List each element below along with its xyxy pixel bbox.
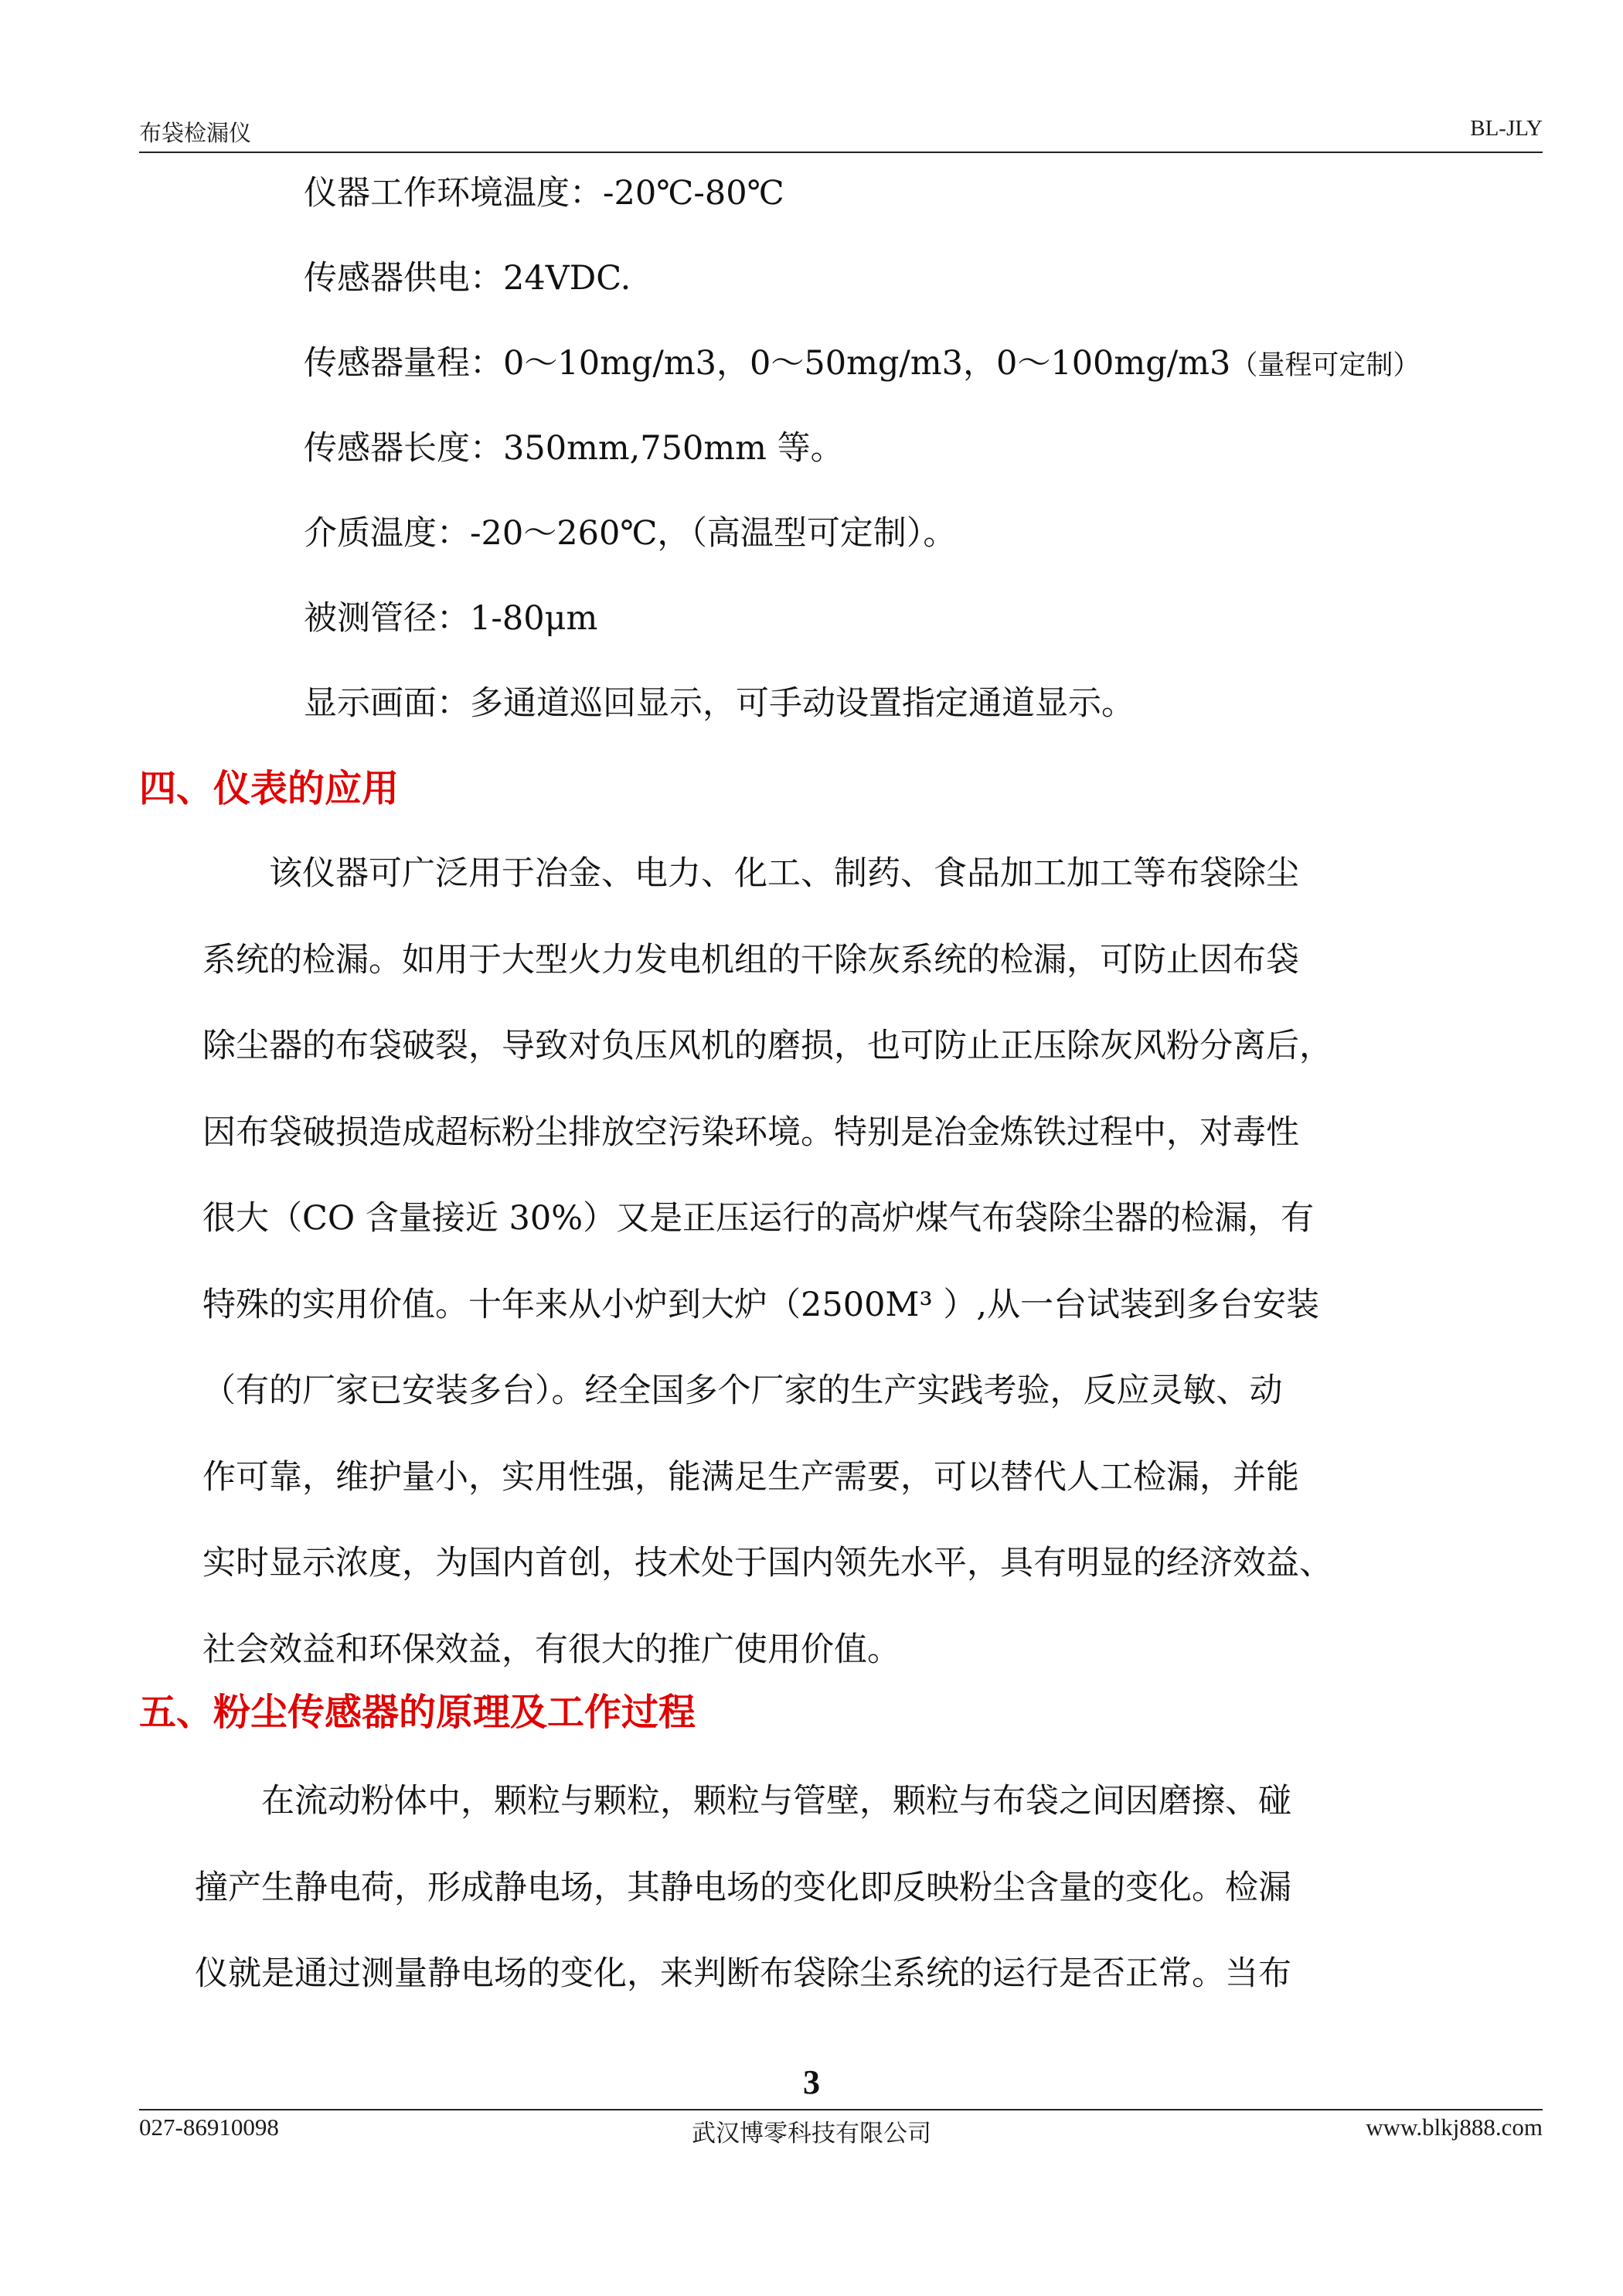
paragraph-line: 很大（CO 含量接近 30%）又是正压运行的高炉煤气布袋除尘器的检漏，有 — [202, 1199, 1315, 1238]
paragraph-line: 系统的检漏。如用于大型火力发电机组的干除灰系统的检漏，可防止因布袋 — [202, 940, 1299, 979]
header-model-code: BL-JLY — [1470, 116, 1543, 141]
spec-power-supply: 传感器供电：24VDC. — [304, 259, 631, 298]
section-heading-applications: 四、仪表的应用 — [139, 767, 400, 810]
footer-phone: 027-86910098 — [139, 2114, 279, 2141]
sensor-principle-paragraph — [195, 1759, 1447, 2018]
paragraph-line: 作可靠，维护量小，实用性强，能满足生产需要，可以替代人工检漏，并能 — [202, 1457, 1299, 1497]
header-rule — [139, 152, 1543, 153]
paragraph-line: 特殊的实用价值。十年来从小炉到大炉（2500M³ ）,从一台试装到多台安装 — [202, 1285, 1320, 1324]
footer-rule — [139, 2109, 1543, 2110]
header-doc-title: 布袋检漏仪 — [139, 120, 252, 146]
section-heading-sensor-principle: 五、粉尘传感器的原理及工作过程 — [139, 1691, 696, 1734]
spec-range-note: （量程可定制） — [1230, 350, 1421, 381]
paragraph-line: 该仪器可广泛用于冶金、电力、化工、制药、食品加工加工等布袋除尘 — [269, 854, 1299, 893]
paragraph-line: 除尘器的布袋破裂，导致对负压风机的磨损，也可防止正压除灰风粉分离后， — [202, 1027, 1332, 1065]
footer-company: 武汉博零科技有限公司 — [692, 2120, 931, 2148]
page-number: 3 — [803, 2063, 820, 2101]
applications-paragraph — [202, 831, 1447, 1693]
spec-sensor-range: 传感器量程：0～10mg/m3，0～50mg/m3，0～100mg/m3（量程可定制） — [304, 344, 1421, 383]
paragraph-line: 撞产生静电荷，形成静电场，其静电场的变化即反映粉尘含量的变化。检漏 — [195, 1868, 1291, 1907]
spec-operating-temp: 仪器工作环境温度：-20℃-80℃ — [304, 174, 784, 213]
spec-pipe-diameter: 被测管径：1-80μm — [304, 599, 598, 638]
paragraph-line: 社会效益和环保效益，有很大的推广使用价值。 — [202, 1630, 900, 1669]
spec-medium-temp: 介质温度：-20～260℃，（高温型可定制）。 — [304, 514, 957, 553]
paragraph-line: 实时显示浓度，为国内首创，技术处于国内领先水平，具有明显的经济效益、 — [202, 1544, 1332, 1582]
footer-website[interactable]: www.blkj888.com — [1366, 2114, 1543, 2141]
paragraph-line: 仪就是通过测量静电场的变化，来判断布袋除尘系统的运行是否正常。当布 — [195, 1954, 1291, 1993]
spec-display: 显示画面：多通道巡回显示，可手动设置指定通道显示。 — [304, 684, 1135, 723]
spec-sensor-length: 传感器长度：350mm,750mm 等。 — [304, 429, 844, 468]
paragraph-line: 因布袋破损造成超标粉尘排放空污染环境。特别是冶金炼铁过程中，对毒性 — [202, 1112, 1299, 1152]
paragraph-line: 在流动粉体中，颗粒与颗粒，颗粒与管壁，颗粒与布袋之间因磨擦、碰 — [261, 1782, 1291, 1821]
paragraph-line: （有的厂家已安装多台）。经全国多个厂家的生产实践考验，反应灵敏、动 — [202, 1371, 1283, 1410]
